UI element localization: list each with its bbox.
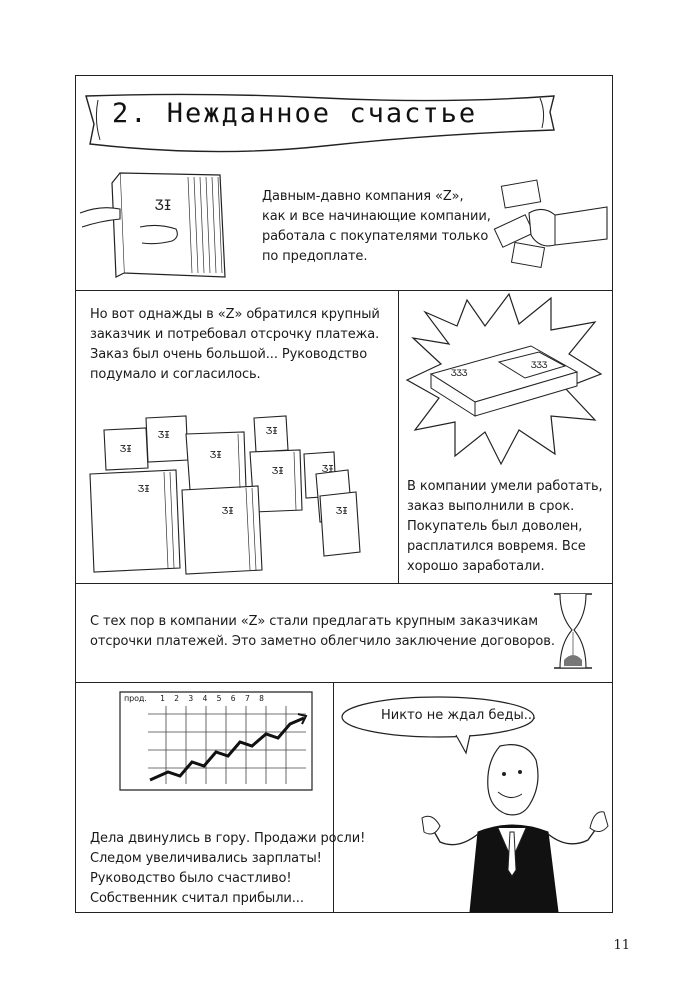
text-line: заказ выполнили в срок.	[407, 499, 575, 514]
svg-text:ƷƗ: ƷƗ	[155, 198, 172, 214]
text-line: Дела двинулись в гору. Продажи росли!	[90, 831, 366, 846]
panel-divider	[75, 682, 613, 683]
text-line: Покупатель был доволен,	[407, 519, 583, 534]
chart-tick: 7	[244, 694, 250, 703]
chart-tick: 4	[202, 694, 208, 703]
chart-tick: 8	[259, 694, 264, 703]
panel-divider	[75, 290, 613, 291]
text-line: В компании умели работать,	[407, 479, 603, 494]
text-line: заказчик и потребовал отсрочку платежа.	[90, 327, 380, 342]
svg-text:ƷƗ: ƷƗ	[158, 430, 171, 441]
panel-1-text	[262, 187, 491, 267]
text-line: Следом увеличивались зарплаты!	[90, 851, 322, 866]
svg-text:ƷƗ: ƷƗ	[138, 484, 151, 495]
text-line: работала с покупателями только	[262, 229, 489, 244]
text-line: как и все начинающие компании,	[262, 209, 491, 224]
text-line: хорошо заработали.	[407, 559, 545, 574]
panel-3-text	[407, 477, 603, 577]
svg-text:ƷƗ: ƷƗ	[210, 450, 223, 461]
svg-text:ƷƷƷ: ƷƷƷ	[451, 369, 468, 379]
text-line: Заказ был очень большой... Руководство	[90, 347, 368, 362]
hourglass-icon	[548, 590, 598, 672]
text-line: Но вот однажды в «Z» обратился крупный	[90, 307, 380, 322]
svg-text:ƷƗ: ƷƗ	[222, 506, 235, 517]
svg-text:ƷƗ: ƷƗ	[322, 464, 335, 475]
chart-tick: 5	[216, 694, 222, 703]
money-in-hand-illustration	[495, 175, 607, 275]
chart-tick: 1	[160, 694, 165, 703]
sales-growth-chart-illustration	[120, 692, 315, 792]
panel-divider	[75, 583, 613, 584]
panel-5-text	[90, 829, 365, 909]
panel-divider	[398, 290, 399, 583]
text-line: Давным-давно компания «Z»,	[262, 189, 464, 204]
panel-4-text	[90, 612, 555, 652]
svg-text:ƷƗ: ƷƗ	[120, 444, 133, 455]
text-line: отсрочки платежей. Это заметно облегчило заключение договоров.	[90, 634, 555, 649]
stack-of-boxes-illustration	[86, 410, 376, 575]
chart-tick: 2	[174, 694, 179, 703]
box-with-hand-illustration	[80, 165, 235, 280]
chart-tick: 3	[188, 694, 194, 703]
chart-axis-label: прод.	[124, 694, 147, 703]
text-line: подумало и согласилось.	[90, 367, 261, 382]
speech-bubble-text: Никто не ждал беды...	[381, 708, 537, 723]
text-line: Руководство было счастливо!	[90, 871, 292, 886]
money-stack-burst-illustration	[405, 292, 605, 467]
chart-tick: 6	[230, 694, 236, 703]
text-line: Собственник считал прибыли...	[90, 891, 304, 906]
svg-text:ƷƗ: ƷƗ	[272, 466, 285, 477]
text-line: С тех пор в компании «Z» стали предлагать крупным заказчикам	[90, 614, 538, 629]
chapter-title: 2. Нежданное счастье	[112, 98, 478, 129]
panel-2-text	[90, 305, 380, 385]
text-line: расплатился вовремя. Все	[407, 539, 586, 554]
text-line: по предоплате.	[262, 249, 368, 264]
page-number: 11	[613, 938, 630, 953]
businessman-illustration	[418, 740, 610, 912]
svg-text:ƷƗ: ƷƗ	[336, 506, 349, 517]
chart-tick-labels	[160, 694, 264, 704]
svg-text:ƷƗ: ƷƗ	[266, 426, 279, 437]
svg-text:ƷƷƷ: ƷƷƷ	[531, 361, 548, 371]
